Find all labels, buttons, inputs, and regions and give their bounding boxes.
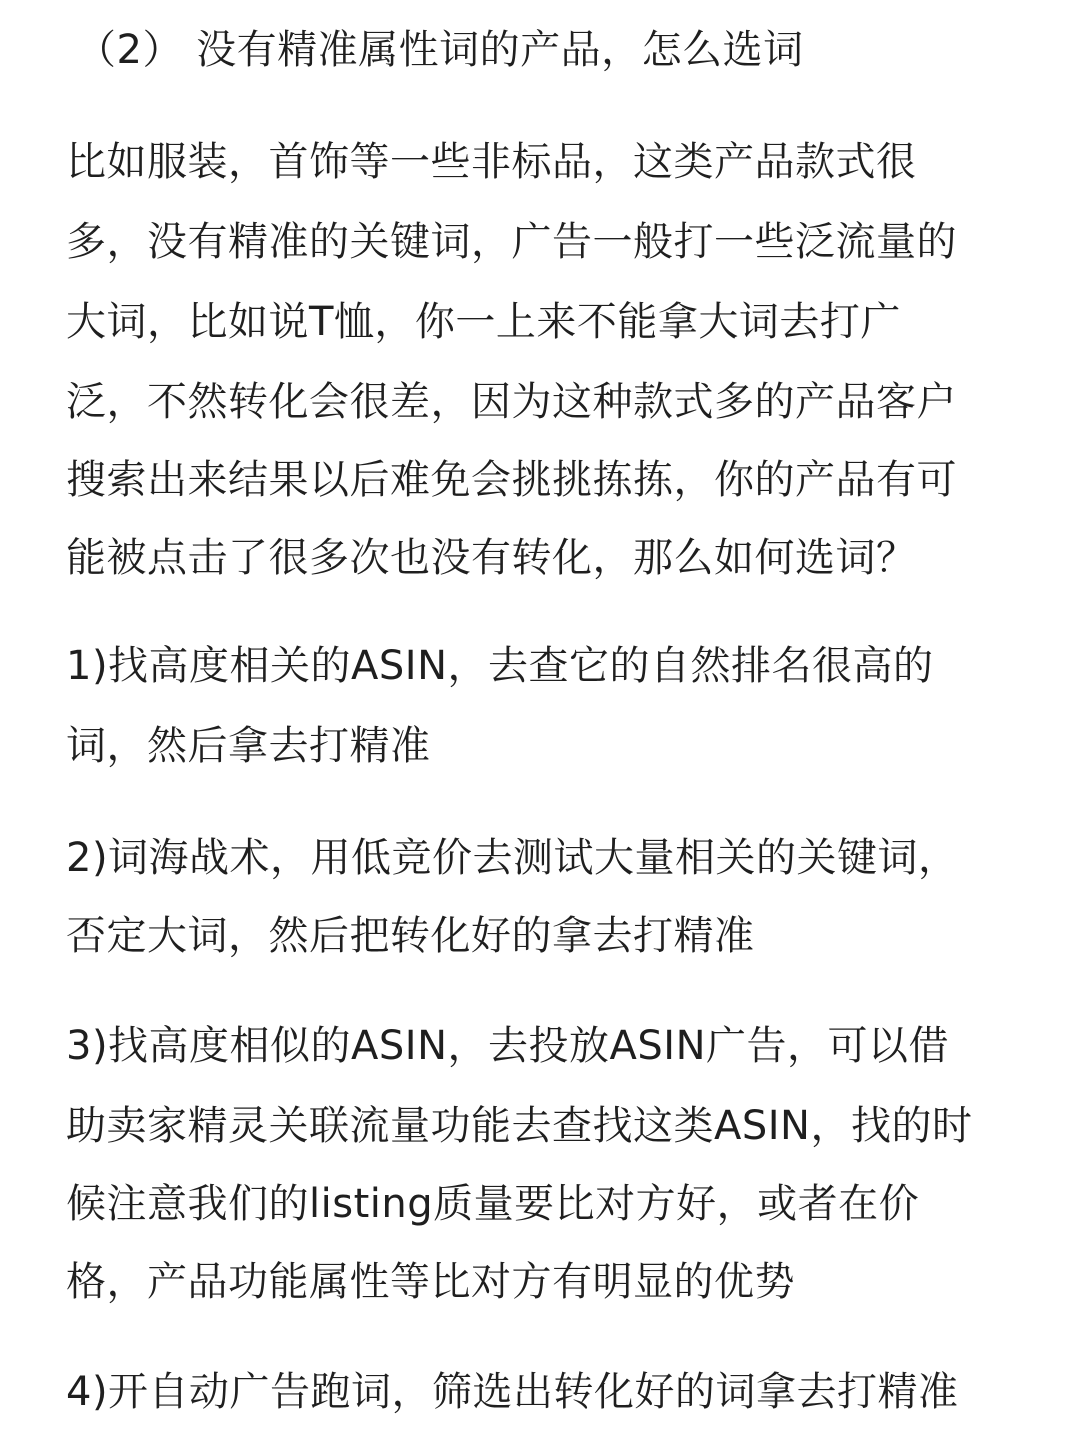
paragraph-line: 助卖家精灵关联流量功能去查找这类ASIN，找的时 [66,1103,973,1149]
paragraph-line: 1)找高度相关的ASIN，去查它的自然排名很高的 [66,643,934,689]
paragraph-line: 比如服装，首饰等一些非标品，这类产品款式很 [66,139,917,185]
paragraph-line: 3)找高度相似的ASIN，去投放ASIN广告，可以借 [66,1023,949,1069]
paragraph-line: 格，产品功能属性等比对方有明显的优势 [66,1259,795,1305]
paragraph-line: 多，没有精准的关键词，广告一般打一些泛流量的 [66,219,957,265]
paragraph-line: 搜索出来结果以后难免会挑挑拣拣，你的产品有可 [66,457,957,503]
paragraph-line: 泛，不然转化会很差，因为这种款式多的产品客户 [66,379,957,425]
paragraph-line: 2)词海战术，用低竞价去测试大量相关的关键词， [66,835,959,881]
paragraph-line: 大词，比如说T恤，你一上来不能拿大词去打广 [66,299,901,345]
paragraph-line: 能被点击了很多次也没有转化，那么如何选词？ [66,535,917,581]
paragraph-line: 4)开自动广告跑词，筛选出转化好的词拿去打精准 [66,1369,959,1415]
paragraph-line: 词，然后拿去打精准 [66,723,431,769]
paragraph-line: 候注意我们的listing质量要比对方好，或者在价 [66,1181,920,1227]
paragraph-line: 否定大词，然后把转化好的拿去打精准 [66,913,755,959]
section-heading: （2） 没有精准属性词的产品，怎么选词 [76,27,804,73]
